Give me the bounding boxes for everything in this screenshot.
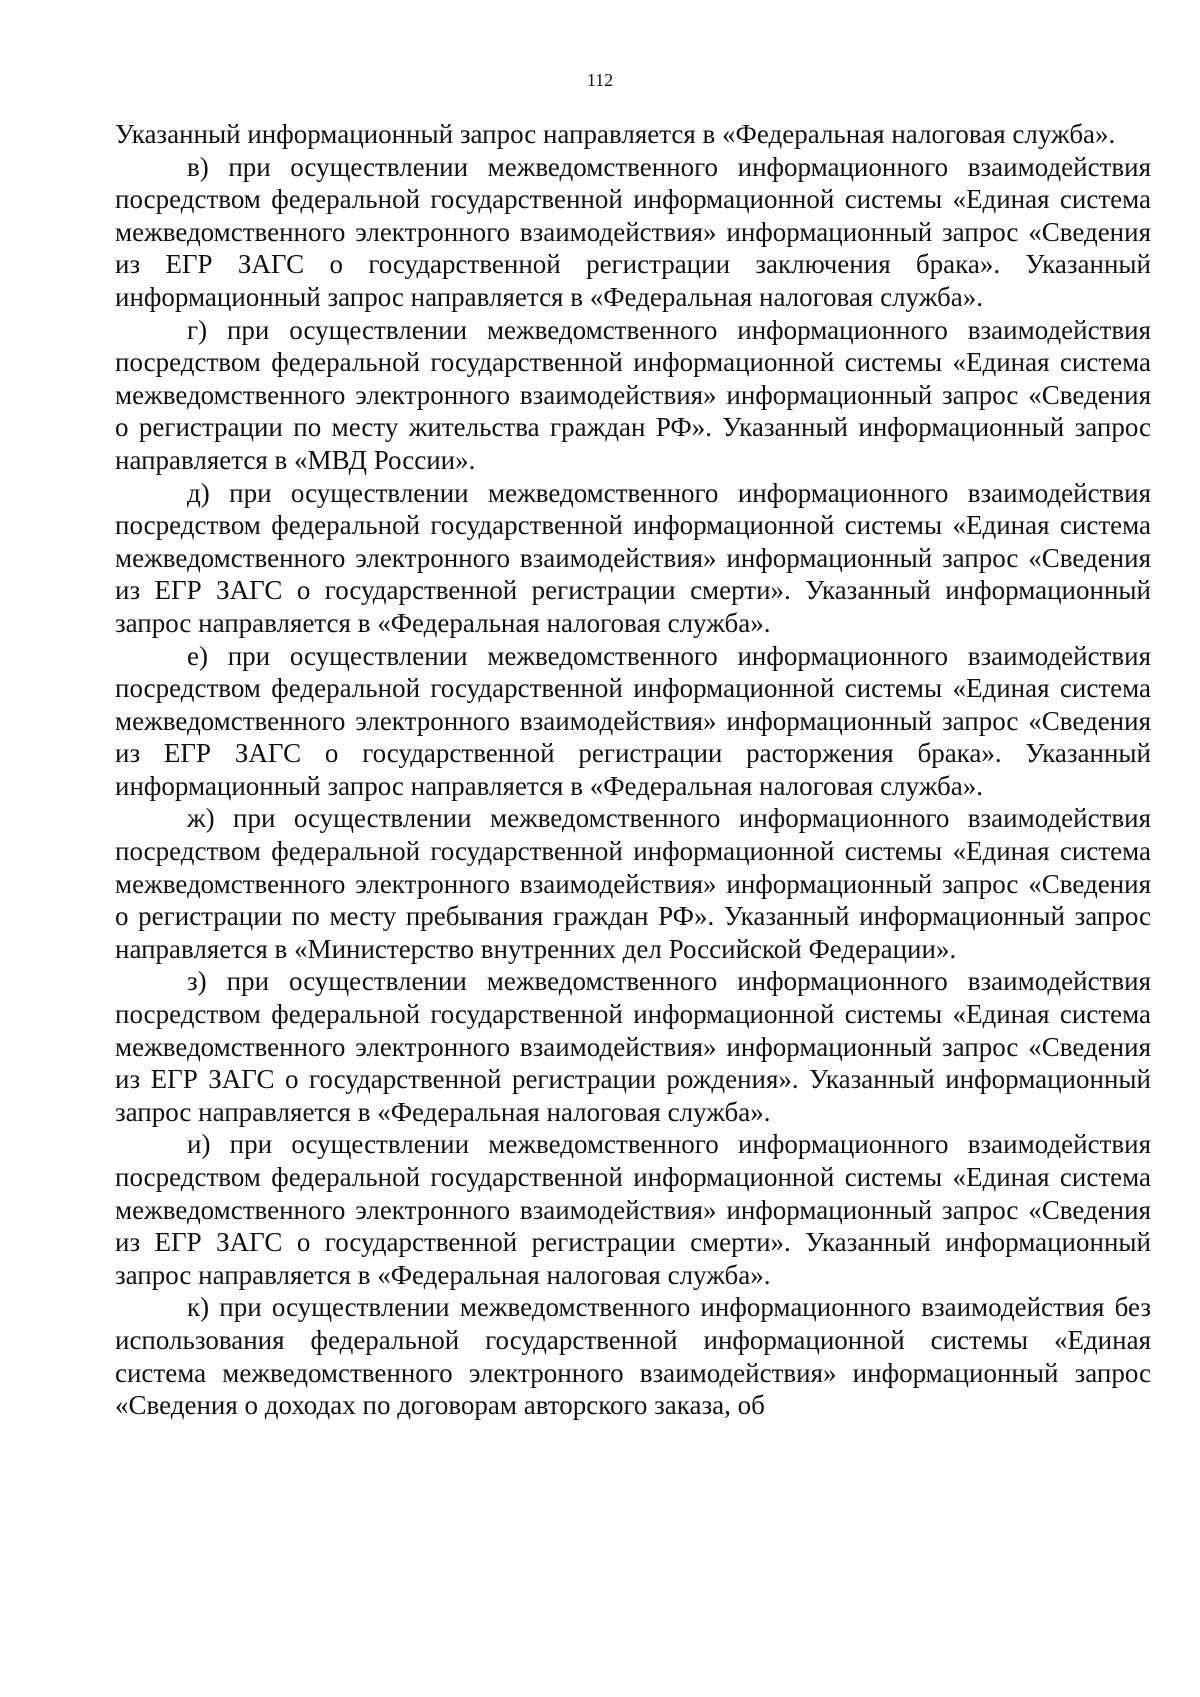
paragraph-item-z: з) при осуществлении межведомственного информационного взаимодействия посредством федеральной государственной информационной системы «Единая система межведомственного электронного взаимодействия» информационный запрос «Сведения из ЕГР ЗАГС о государственной регистрации рождения». Указанный информационный запрос направляется в «Федеральная налоговая служба». <box>115 966 1151 1127</box>
paragraph-item-v: в) при осуществлении межведомственного информационного взаимодействия посредством федеральной государственной информационной системы «Единая система межведомственного электронного взаимодействия» информационный запрос «Сведения из ЕГР ЗАГС о государственной регистрации заключения брака». Указанный информационный запрос направляется в «Федеральная налоговая служба». <box>115 151 1151 312</box>
paragraph-item-g: г) при осуществлении межведомственного информационного взаимодействия посредством федеральной государственной информационной системы «Единая система межведомственного электронного взаимодействия» информационный запрос «Сведения о регистрации по месту жительства граждан РФ». Указанный информационный запрос направляется в «МВД России». <box>115 314 1151 475</box>
page-number: 112 <box>586 70 614 90</box>
paragraph-item-zh: ж) при осуществлении межведомственного информационного взаимодействия посредством федеральной государственной информационной системы «Единая система межведомственного электронного взаимодействия» информационный запрос «Сведения о регистрации по месту пребывания граждан РФ». Указанный информационный запрос направляется в «Министерство внутренних дел Российской Федерации». <box>115 803 1151 964</box>
document-body <box>115 118 1151 1422</box>
paragraph-continuation: Указанный информационный запрос направляется в «Федеральная налоговая служба». <box>115 119 1116 149</box>
paragraph-item-k: к) при осуществлении межведомственного информационного взаимодействия без использования федеральной государственной информационной системы «Единая система межведомственного электронного взаимодействия» информационный запрос «Сведения о доходах по договорам авторского заказа, об <box>115 1292 1151 1421</box>
paragraph-item-d: д) при осуществлении межведомственного информационного взаимодействия посредством федеральной государственной информационной системы «Единая система межведомственного электронного взаимодействия» информационный запрос «Сведения из ЕГР ЗАГС о государственной регистрации смерти». Указанный информационный запрос направляется в «Федеральная налоговая служба». <box>115 477 1151 638</box>
paragraph-item-e: е) при осуществлении межведомственного информационного взаимодействия посредством федеральной государственной информационной системы «Единая система межведомственного электронного взаимодействия» информационный запрос «Сведения из ЕГР ЗАГС о государственной регистрации расторжения брака». Указанный информационный запрос направляется в «Федеральная налоговая служба». <box>115 640 1151 801</box>
paragraph-item-i: и) при осуществлении межведомственного информационного взаимодействия посредством федеральной государственной информационной системы «Единая система межведомственного электронного взаимодействия» информационный запрос «Сведения из ЕГР ЗАГС о государственной регистрации смерти». Указанный информационный запрос направляется в «Федеральная налоговая служба». <box>115 1129 1151 1290</box>
